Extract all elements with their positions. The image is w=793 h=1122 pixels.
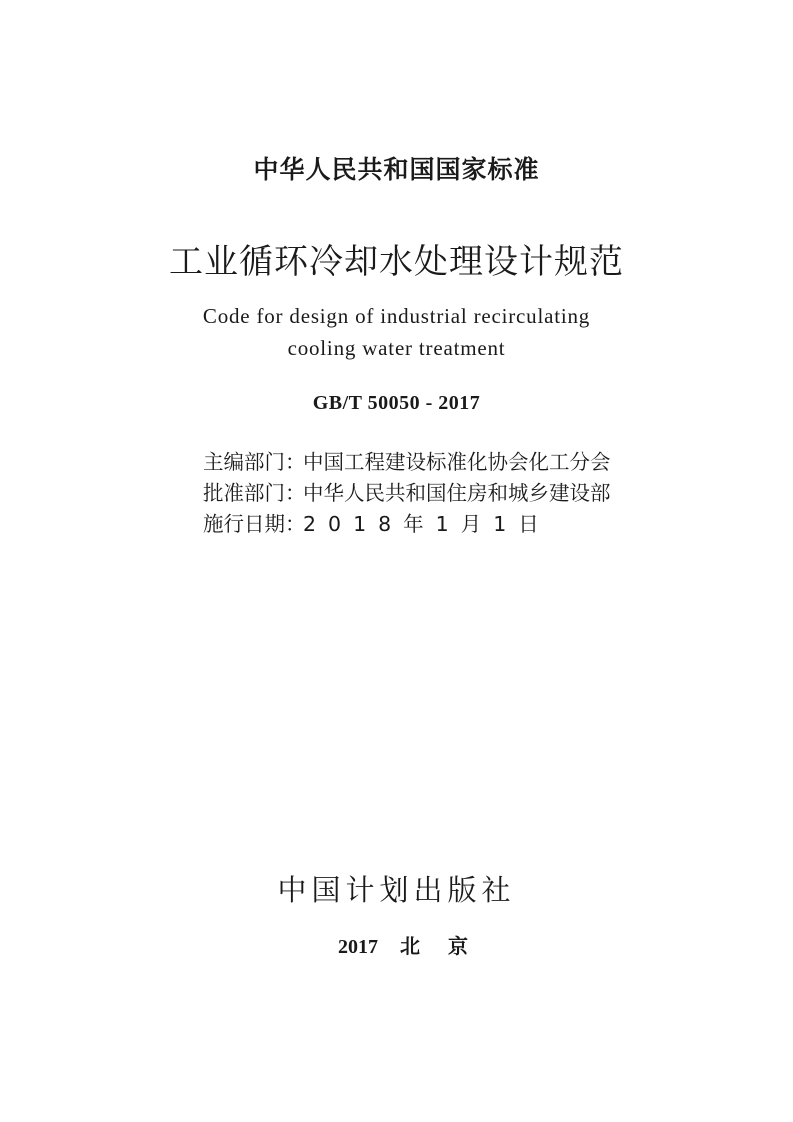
series-title: 中华人民共和国国家标准	[253, 155, 540, 184]
document-title-en-line2: cooling water treatment	[287, 336, 506, 360]
effective-date-value: 2018年1月1日	[303, 512, 551, 536]
issuance-info	[203, 447, 623, 540]
chief-editor-row	[203, 447, 623, 478]
effective-date-label: 施行日期：	[203, 512, 306, 536]
approver-value: 中华人民共和国住房和城乡建设部	[303, 481, 611, 505]
publication-year: 2017	[338, 936, 378, 958]
document-title-cn: 工业循环冷却水处理设计规范	[169, 242, 624, 282]
publication-city: 北京	[400, 934, 496, 958]
imprint-line	[338, 930, 496, 959]
chief-editor-value: 中国工程建设标准化协会化工分会	[303, 450, 611, 474]
publisher-name: 中国计划出版社	[277, 873, 516, 907]
approver-label: 批准部门：	[203, 481, 306, 505]
effective-date-row	[203, 509, 623, 540]
approver-row	[203, 478, 623, 509]
standard-number: GB/T 50050 - 2017	[312, 392, 481, 414]
chief-editor-label: 主编部门：	[203, 450, 306, 474]
document-title-en-line1: Code for design of industrial recirculating	[202, 304, 591, 328]
